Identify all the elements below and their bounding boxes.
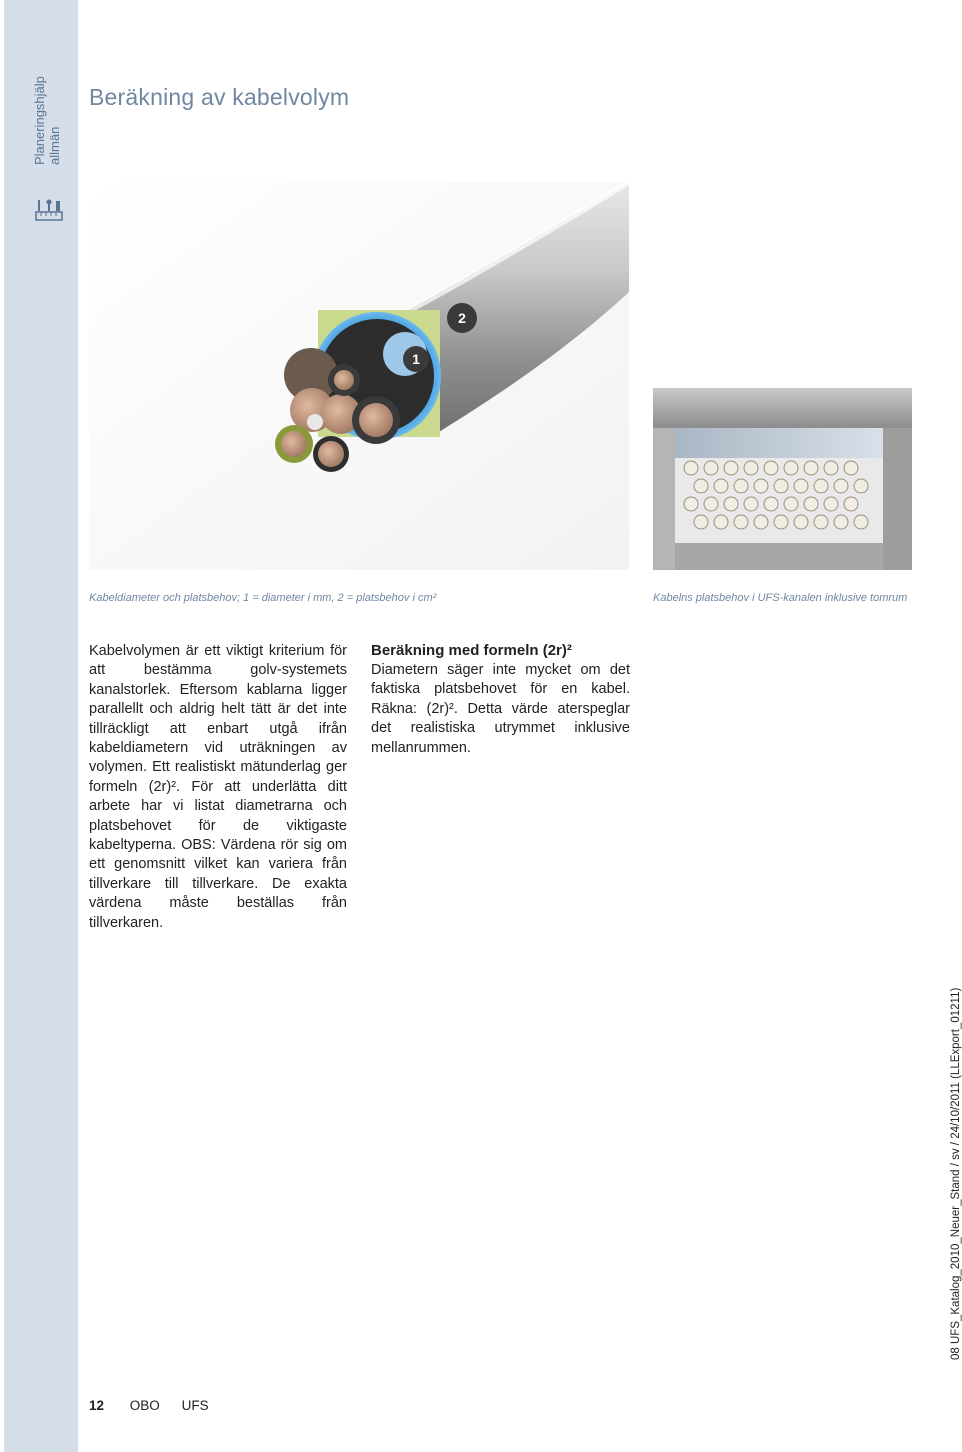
sidebar-section-line2: allmän	[47, 126, 62, 165]
body-text-right-column	[371, 641, 630, 758]
footer-product: UFS	[181, 1398, 209, 1413]
marker-1-badge	[403, 346, 429, 372]
sidebar-section-line1: Planeringshjälp	[32, 76, 47, 165]
vertical-print-metadata: 08 UFS_Katalog_2010_Neuer_Stand / sv / 24/10/2011 (LLExport_01211)	[950, 987, 962, 1360]
sidebar-section-label	[32, 76, 62, 165]
figure-caption-right: Kabelns platsbehov i UFS-kanalen inklusive tomrum	[653, 592, 908, 604]
svg-text:1: 1	[412, 351, 420, 367]
formula-paragraph: Diametern säger inte mycket om det faktiska platsbehovet för en kabel. Räkna: (2r)². Detta värde aterspeglar det realistiska utrymmet inklusive mellanrummen.	[371, 662, 630, 756]
sidebar	[4, 0, 78, 1452]
figure-caption-left: Kabeldiameter och platsbehov; 1 = diameter i mm, 2 = platsbehov i cm²	[89, 592, 437, 604]
marker-2-badge	[447, 303, 477, 333]
svg-text:2: 2	[458, 310, 466, 326]
formula-heading: Beräkning med formeln (2r)²	[371, 642, 572, 659]
body-paragraph-left: Kabelvolymen är ett viktigt kriterium för att bestämma golv-systemets kanalstorlek. Eftersom kablarna ligger parallellt och aldrig helt tätt är det inte tillräckligt att enbart utgå ifrån kabeldiametern vid uträkningen av volymen. Ett realistiskt mätunderlag ger formeln (2r)². För att underlätta ditt arbete har vi listat diametrarna och platsbehovet för de viktigaste kabeltyperna. OBS: Värdena rör sig om ett genomsnitt vilket kan variera från tillverkare till tillverkare. De exakta värdena måste beställas från tillverkaren.	[89, 643, 347, 931]
page-number: 12	[89, 1398, 105, 1413]
ruler-tools-icon	[35, 198, 63, 222]
body-text-left-column	[89, 642, 347, 933]
footer-brand: OBO	[129, 1398, 160, 1413]
ufs-channel-photo	[653, 388, 912, 570]
cable-cross-section-photo	[89, 182, 629, 570]
page-footer	[89, 1398, 209, 1413]
page-title: Beräkning av kabelvolym	[89, 84, 350, 110]
